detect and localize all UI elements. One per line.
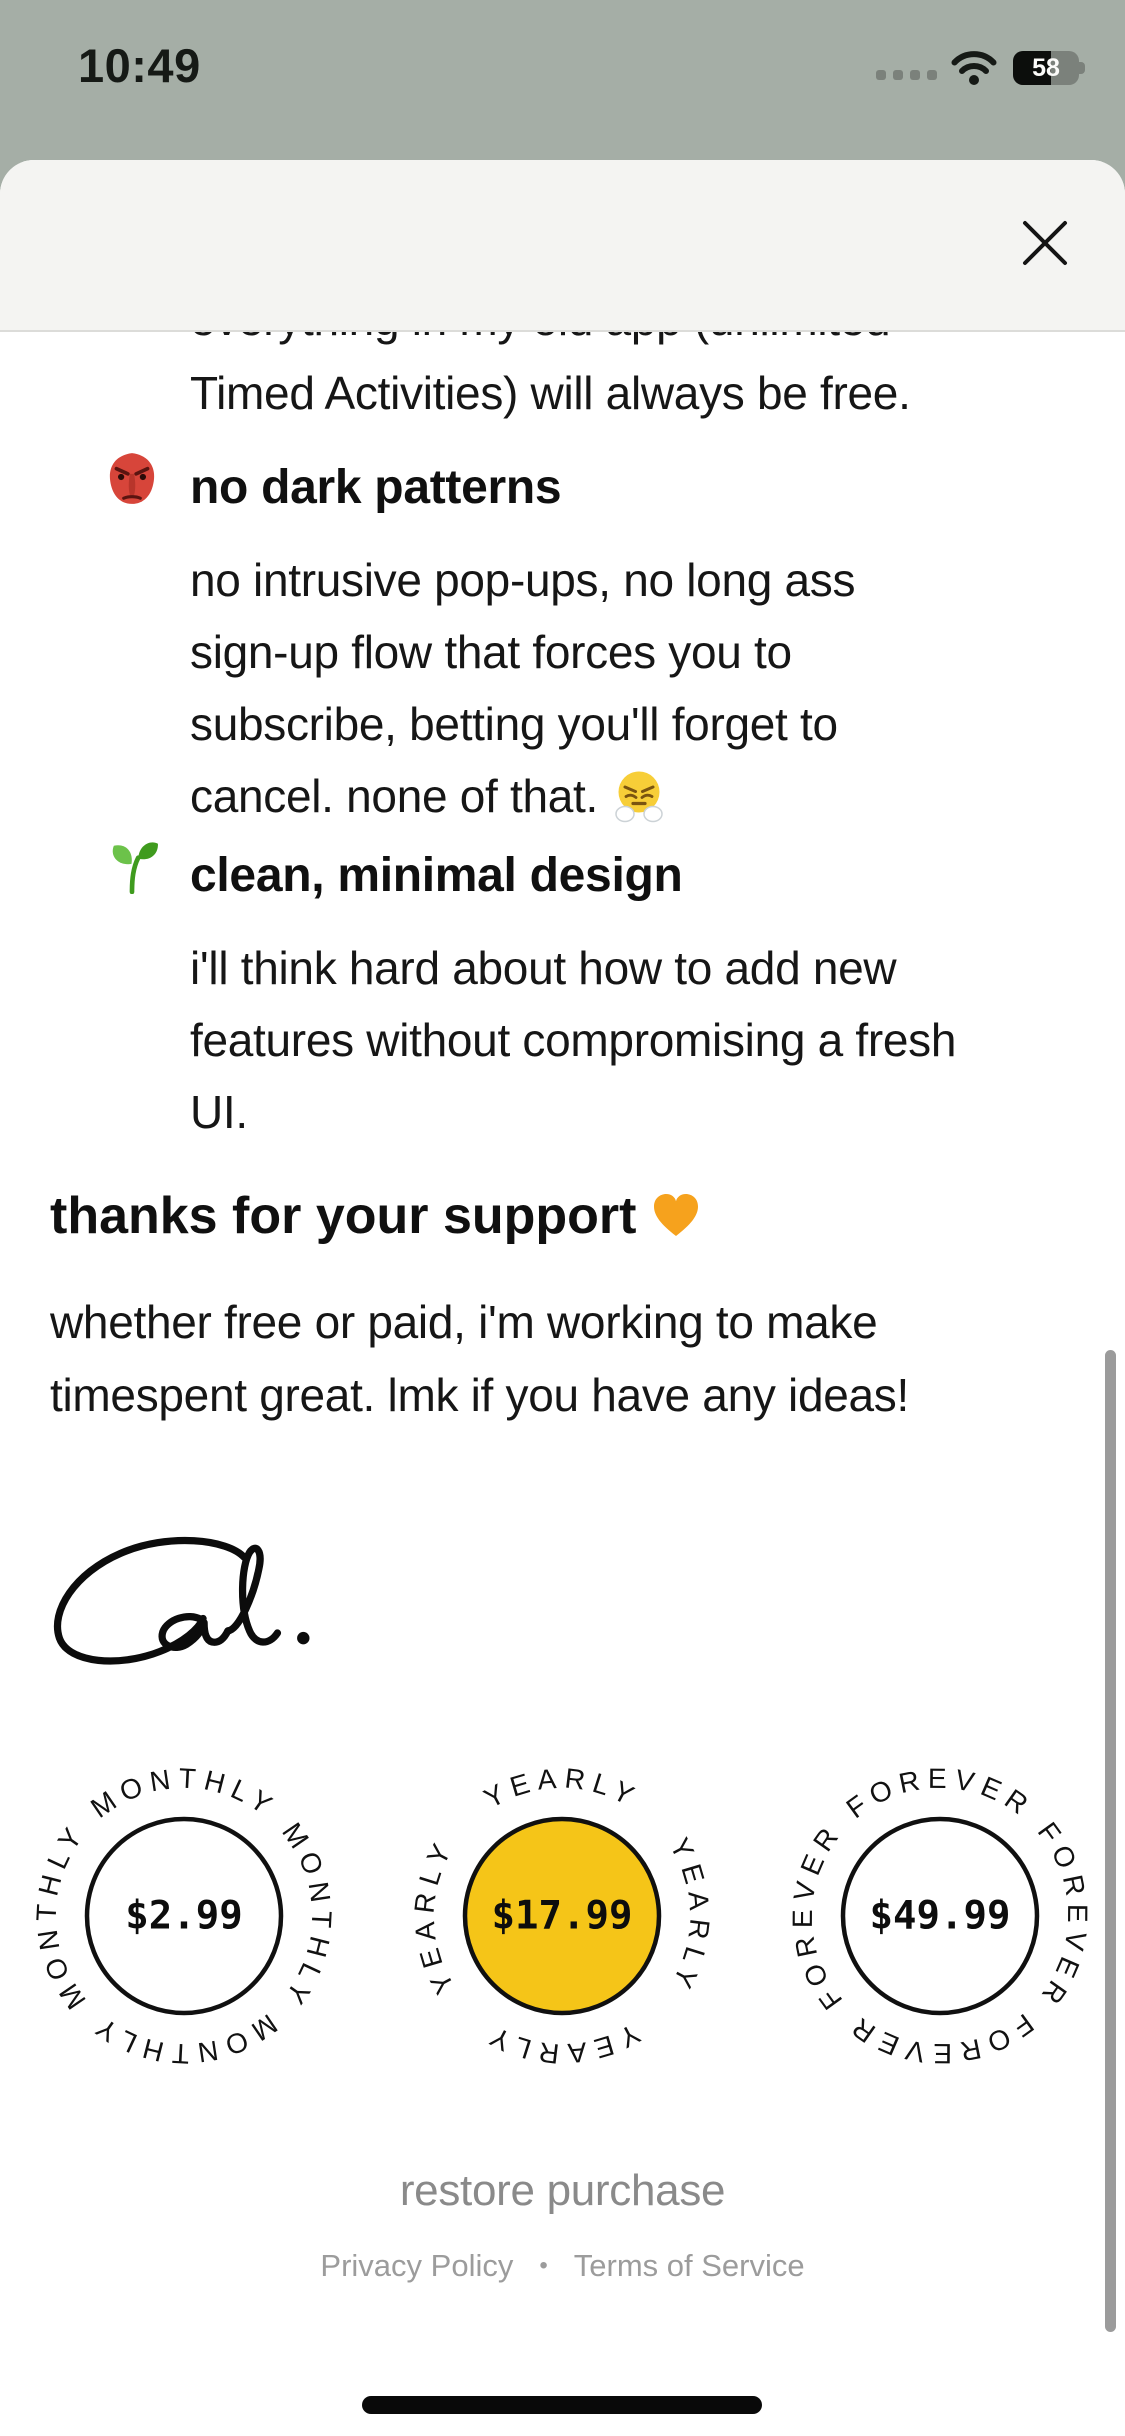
footer-separator-dot: • xyxy=(539,2252,548,2279)
thanks-heading: thanks for your support xyxy=(50,1186,702,1246)
plan-price: $17.99 xyxy=(491,1893,633,1939)
plan-price: $2.99 xyxy=(125,1893,243,1939)
wifi-icon xyxy=(951,50,997,86)
paywall-sheet xyxy=(0,160,1125,2436)
feature-body-no-dark-patterns: no intrusive pop-ups, no long ass sign-up flow that forces you to subscribe, betting you'll forget to xyxy=(190,554,856,750)
restore-purchase-button[interactable]: restore purchase xyxy=(399,2166,726,2215)
battery-indicator xyxy=(1013,51,1087,85)
plan-badge-forever[interactable] xyxy=(780,1756,1100,2076)
plan-badge-monthly[interactable] xyxy=(24,1756,344,2076)
intro-paragraph: Timed Activities) will always be free. xyxy=(190,367,911,419)
battery-percent: 58 xyxy=(1032,53,1060,82)
scrollbar-thumb[interactable] xyxy=(1105,1350,1116,2332)
feature-title-no-dark-patterns: no dark patterns xyxy=(190,461,562,514)
status-time: 10:49 xyxy=(78,39,201,92)
svg-text:FOREVER: FOREVER xyxy=(840,2007,1040,2070)
privacy-policy-link[interactable]: Privacy Policy xyxy=(320,2248,514,2283)
feature-title-clean-minimal-design: clean, minimal design xyxy=(190,849,683,902)
svg-text:FOREVER: FOREVER xyxy=(786,1816,849,2016)
footer-links xyxy=(0,2248,1125,2284)
svg-text:YEARLY: YEARLY xyxy=(408,1832,461,2000)
plan-badge-yearly[interactable] xyxy=(402,1756,722,2076)
svg-text:FOREVER: FOREVER xyxy=(1031,1816,1094,2016)
status-bar xyxy=(0,0,1125,160)
svg-text:MONTHLY: MONTHLY xyxy=(30,1816,93,2015)
terms-of-service-link[interactable]: Terms of Service xyxy=(573,2248,805,2283)
close-icon xyxy=(1017,215,1073,271)
seedling-emoji xyxy=(104,838,160,894)
svg-text:YEARLY: YEARLY xyxy=(478,1762,646,1815)
feature-body-clean-minimal-design: i'll think hard about how to add new features without compromising a fresh UI. xyxy=(190,942,957,1138)
plan-price: $49.99 xyxy=(869,1893,1011,1939)
cellular-signal-icon xyxy=(876,70,937,80)
goblin-emoji xyxy=(104,450,160,506)
steam-face-emoji xyxy=(612,769,666,823)
svg-text:YEARLY: YEARLY xyxy=(478,2017,646,2070)
svg-text:MONTHLY: MONTHLY xyxy=(275,1817,338,2016)
sheet-header xyxy=(0,160,1125,332)
plans-row xyxy=(0,1756,1125,2076)
orange-heart-emoji xyxy=(650,1191,702,1241)
support-paragraph: whether free or paid, i'm working to make timespent great. lmk if you have any ideas! xyxy=(50,1296,909,1421)
svg-text:FOREVER: FOREVER xyxy=(840,1762,1040,1825)
svg-text:YEARLY: YEARLY xyxy=(663,1832,716,2000)
close-button[interactable] xyxy=(1002,200,1088,286)
feature-body-last-line: cancel. none of that. xyxy=(190,760,666,832)
svg-text:MONTHLY: MONTHLY xyxy=(84,2007,283,2070)
home-indicator[interactable] xyxy=(362,2396,762,2414)
svg-text:MONTHLY: MONTHLY xyxy=(85,1762,284,1825)
signature xyxy=(46,1528,356,1678)
status-icons xyxy=(876,50,1087,86)
